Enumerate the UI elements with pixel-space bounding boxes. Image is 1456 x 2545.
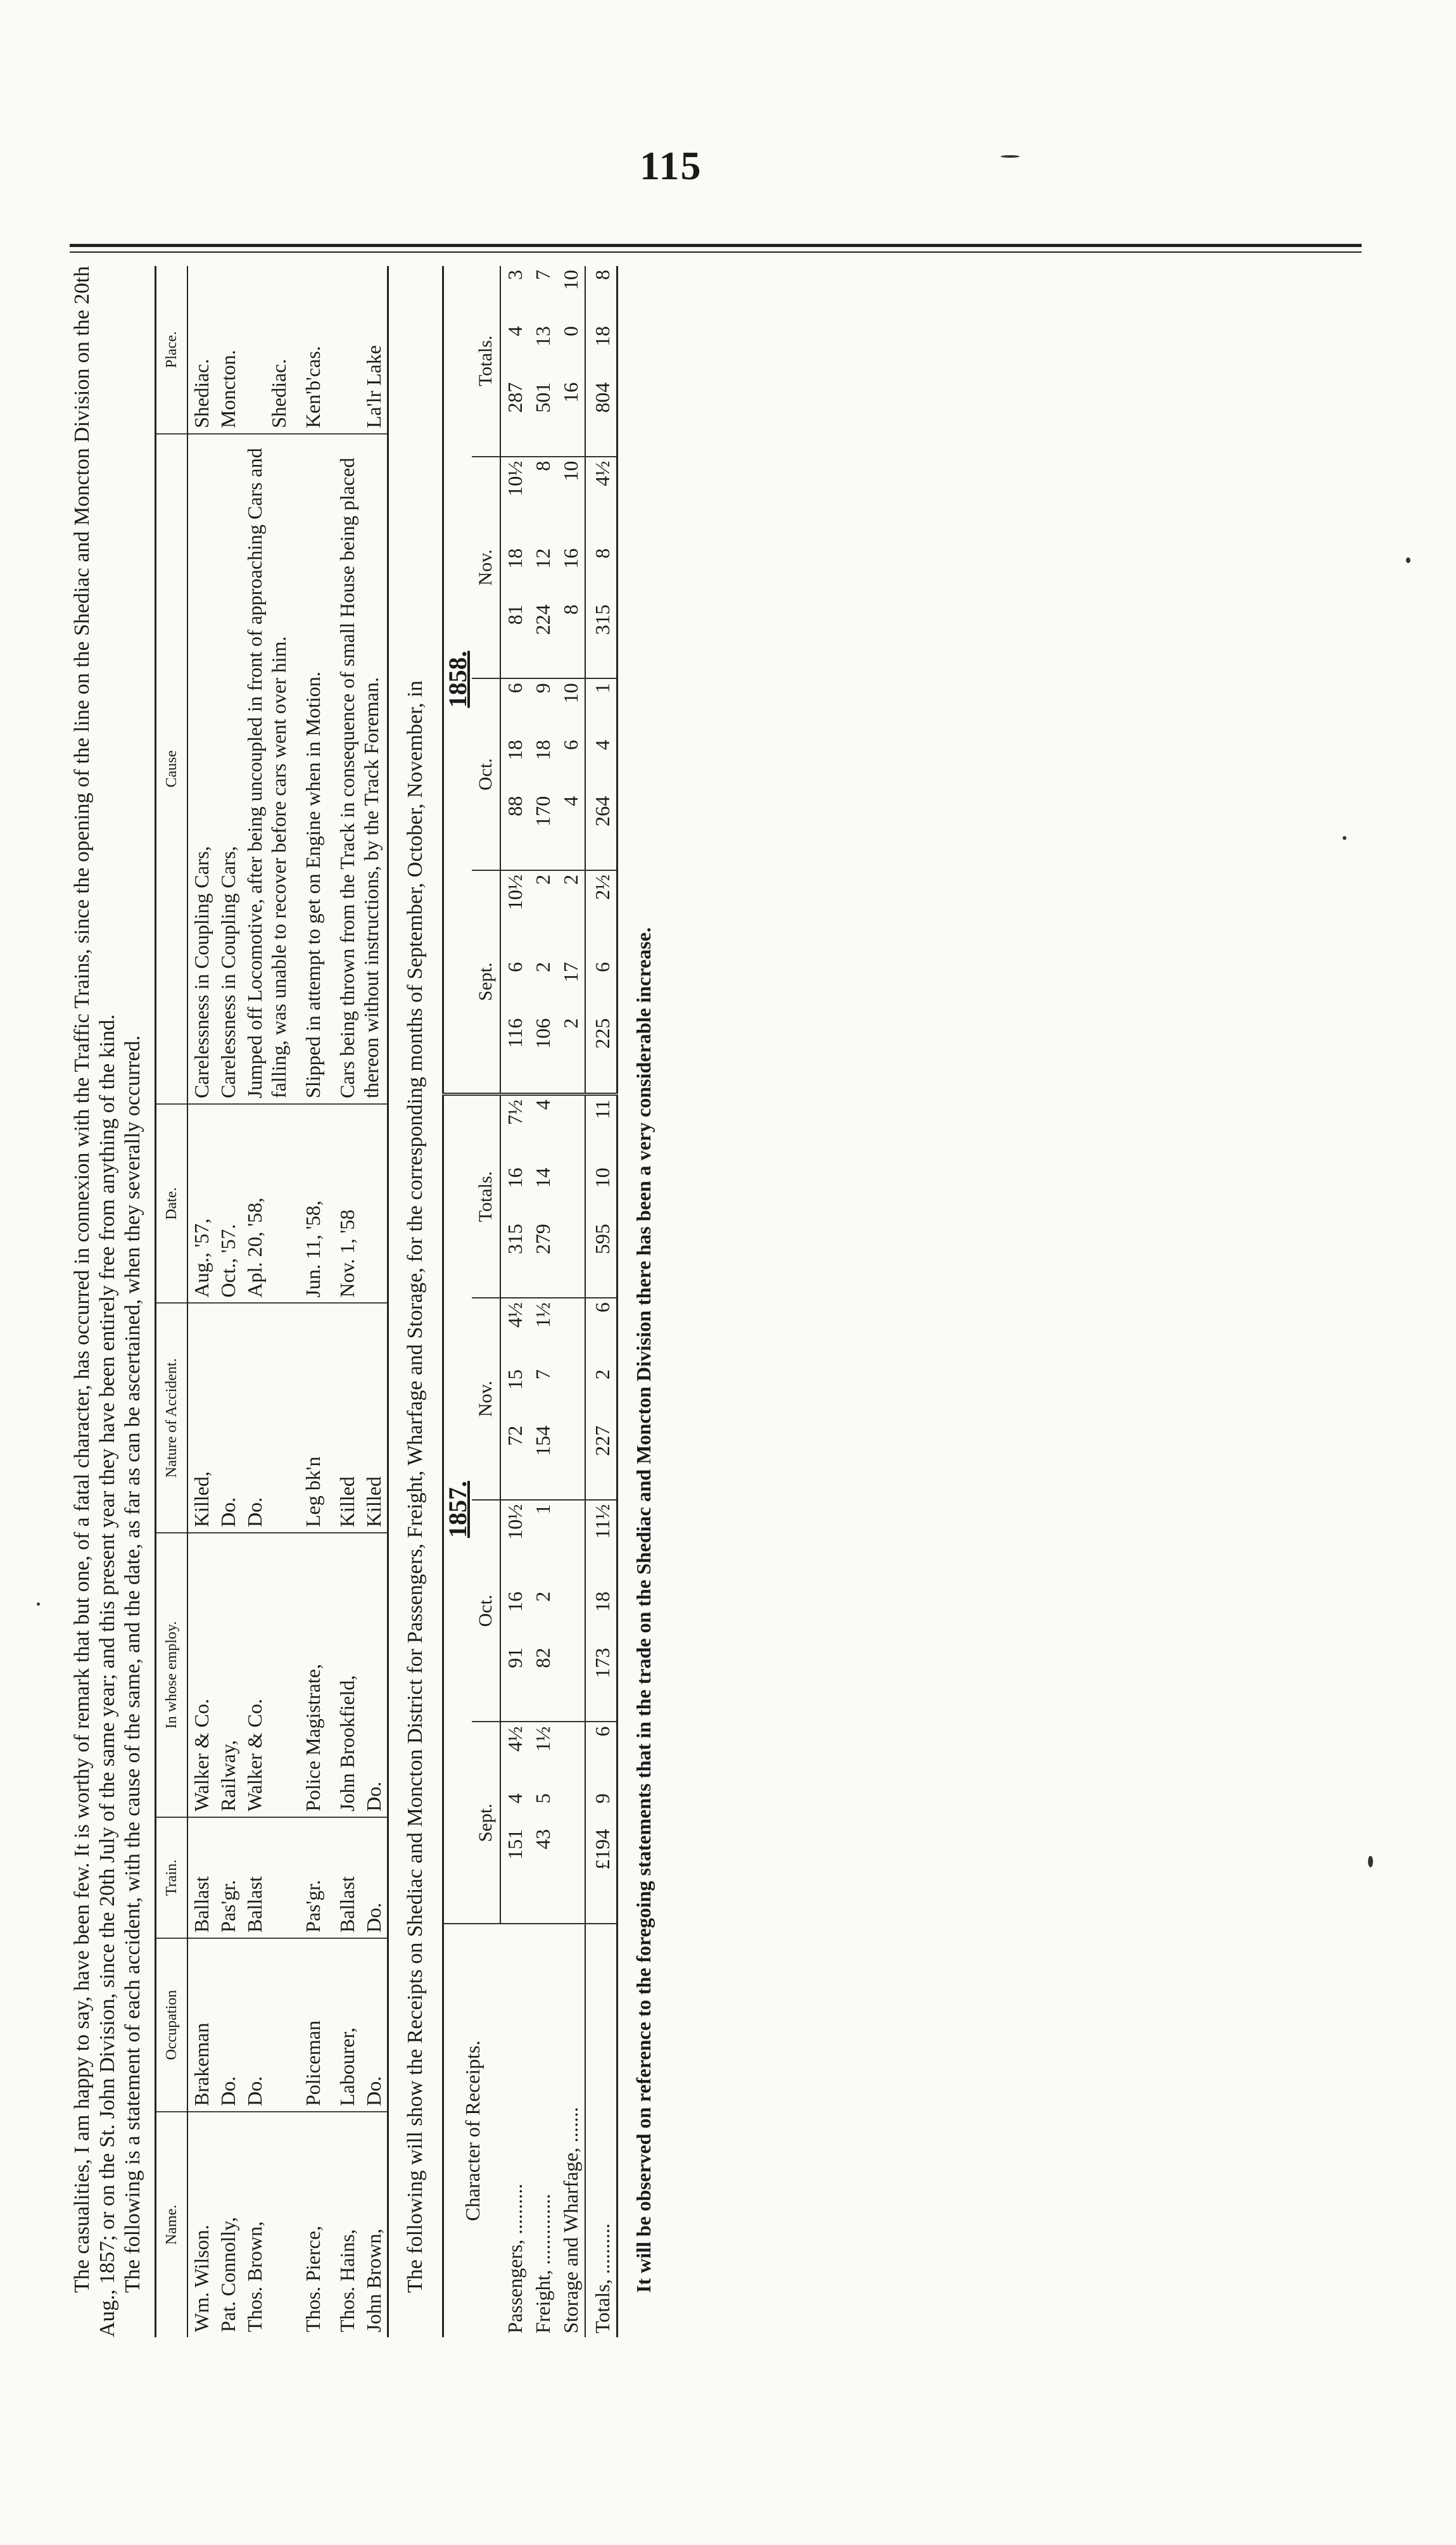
cell-place: Ken'b'cas. — [292, 266, 326, 434]
cell-amount: 6 — [585, 958, 617, 1015]
cell-amount: 9 — [531, 683, 554, 694]
table-row — [326, 266, 360, 2337]
intro-paragraph: The casualities, I am happy to say, have been few. It is worthy of remark that but one, of a fatal character, has occurred in connexion with the Traffic Trains, since the opening of the line on the Shediac and Moncton Division on the 20th Aug., 1857; or on the St. John Division, since the 20th July of the same year; and this present year they have been entirely free from anything of the kind. — [70, 266, 119, 2337]
cell-place: Shediac. — [187, 266, 215, 434]
cell-amount: 4 — [531, 1100, 554, 1110]
table-row — [585, 266, 617, 2337]
cell-amount — [557, 1588, 585, 1644]
cell-amount: 2 — [531, 1591, 554, 1602]
cell-amount: 4 — [585, 736, 617, 792]
cell-train: Ballast — [241, 1817, 292, 1938]
cell-amount: 10½ — [503, 1504, 526, 1540]
table-row — [241, 266, 292, 2337]
cell-amount: 501 — [529, 379, 557, 457]
cell-amount: 1 — [531, 1504, 554, 1514]
month-header: Nov. — [472, 457, 500, 679]
cell-amount: 1½ — [531, 1302, 554, 1328]
statement-intro: The following is a statement of each accident, with the cause of the same, and the date, as far as can be ascertained, when they severally occurred. — [121, 1035, 144, 2293]
cell-amount: 4½ — [503, 1726, 526, 1752]
cell-amount — [557, 1220, 585, 1298]
row-label: Storage and Wharfage, ....... — [559, 2107, 582, 2333]
header-train: Train. — [156, 1817, 188, 1938]
cell-cause: Carelessness in Coupling Cars, — [187, 434, 215, 1104]
header-rule — [70, 244, 1362, 247]
table-row — [187, 266, 215, 2337]
cell-employ: Police Magistrate, — [292, 1533, 326, 1817]
cell-amount: 227 — [585, 1422, 617, 1500]
closing-paragraph: It will be observed on reference to the foregoing statements that in the trade on the Shediac and Moncton Division there has been a very considerable increase. — [632, 927, 655, 2293]
ink-speck — [1368, 1856, 1373, 1867]
cell-cause: Slipped in attempt to get on Engine when in Motion. — [292, 434, 326, 1104]
cell-amount: 16 — [559, 548, 582, 569]
cell-amount: 16 — [557, 379, 585, 457]
month-header: Totals. — [472, 266, 500, 457]
cell-amount: 225 — [585, 1015, 617, 1095]
cell-amount: 7 — [531, 1369, 554, 1380]
header-employ: In whose employ. — [156, 1533, 188, 1817]
cell-occupation: Policeman — [292, 1938, 326, 2112]
accidents-header-row — [156, 266, 188, 2337]
cell-amount: 11 — [585, 1095, 617, 1164]
cell-amount — [557, 1164, 585, 1220]
year-1858: 1858. — [443, 266, 472, 1095]
month-header: Oct. — [472, 1500, 500, 1722]
cell-amount: 17 — [559, 962, 582, 982]
receipts-intro: The following will show the Receipts on Shediac and Moncton District for Passengers, Freight, Wharfage and Storage, for the corresponding months of September, October, November, in — [403, 680, 427, 2293]
cell-amount: 72 — [500, 1422, 529, 1500]
cell-amount: 13 — [531, 326, 554, 346]
cell-amount: 0 — [559, 326, 582, 336]
cell-place: La'lr Lake — [326, 266, 388, 434]
cell-amount: 16 — [503, 1591, 526, 1612]
cell-amount: 804 — [585, 379, 617, 457]
cell-amount — [557, 1644, 585, 1722]
cell-amount: 3 — [503, 270, 526, 280]
cell-amount: 7 — [531, 270, 554, 280]
cell-amount: 2 — [559, 874, 582, 885]
cell-amount: 16 — [503, 1167, 526, 1188]
cell-amount: 224 — [529, 600, 557, 678]
cell-amount — [557, 1789, 585, 1825]
cell-amount — [557, 1825, 585, 1924]
table-row — [557, 266, 585, 2337]
cell-nature: Leg bk'n — [292, 1303, 326, 1533]
cell-nature: Do. — [215, 1303, 241, 1533]
header-name: Name. — [156, 2112, 188, 2337]
cell-amount: 8 — [585, 266, 617, 322]
cell-amount: 264 — [585, 792, 617, 870]
cell-amount — [557, 1366, 585, 1422]
cell-amount: 18 — [531, 740, 554, 761]
cell-amount — [557, 1298, 585, 1366]
cell-amount: 6 — [559, 740, 582, 751]
page-number: 115 — [640, 143, 702, 188]
cell-amount: 8 — [557, 600, 585, 678]
cell-amount: 6 — [503, 962, 526, 972]
cell-amount: 9 — [585, 1789, 617, 1825]
cell-amount: 10 — [559, 270, 582, 290]
ink-speck — [1001, 155, 1020, 158]
month-header: Sept. — [472, 870, 500, 1095]
cell-employ: Walker & Co. — [187, 1533, 215, 1817]
cell-amount: 170 — [529, 792, 557, 870]
cell-amount: 7½ — [503, 1100, 526, 1126]
cell-train: Pas'gr. — [215, 1817, 241, 1938]
month-header: Oct. — [472, 678, 500, 870]
cell-employ: Walker & Co. — [241, 1533, 292, 1817]
cell-amount: 2 — [585, 1366, 617, 1422]
cell-nature: Do. — [241, 1303, 292, 1533]
cell-amount: 151 — [500, 1825, 529, 1924]
cell-cause: Carelessness in Coupling Cars, — [215, 434, 241, 1104]
cell-amount — [557, 1095, 585, 1164]
cell-date: Nov. 1, '58 — [326, 1104, 360, 1304]
cell-date: Oct., '57. — [215, 1104, 241, 1304]
cell-amount: 6 — [585, 1722, 617, 1789]
cell-occupation: Brakeman — [187, 1938, 215, 2112]
cell-name: Thos. Hains, — [336, 2229, 358, 2332]
cell-amount: 5 — [531, 1793, 554, 1804]
cell-amount: 106 — [529, 1015, 557, 1095]
cell-name: John Brown, — [362, 2228, 385, 2332]
cell-amount: 287 — [500, 379, 529, 457]
year-1857: 1857. — [443, 1095, 472, 1924]
cell-amount — [557, 1422, 585, 1500]
receipts-table — [442, 266, 618, 2337]
cell-occupation: Do. — [241, 1938, 292, 2112]
cell-amount: 2 — [557, 1015, 585, 1095]
header-rule-thin — [70, 251, 1362, 253]
cell-place: Moncton. — [215, 266, 241, 434]
cell-name: Pat. Connolly, — [217, 2217, 239, 2332]
cell-amount: 18 — [503, 548, 526, 569]
cell-amount — [557, 1500, 585, 1588]
cell-amount: 154 — [529, 1422, 557, 1500]
cell-date — [360, 1104, 388, 1304]
cell-amount: 279 — [529, 1220, 557, 1298]
cell-amount: 14 — [531, 1167, 554, 1188]
cell-employ: Do. — [360, 1533, 388, 1817]
cell-occupation: Do. — [215, 1938, 241, 2112]
header-place: Place. — [156, 266, 188, 434]
cell-amount: 91 — [500, 1644, 529, 1722]
cell-name: Thos. Pierce, — [301, 2226, 324, 2332]
cell-amount: 173 — [585, 1644, 617, 1722]
cell-amount: 6 — [585, 1298, 617, 1366]
cell-employ: John Brookfield, — [326, 1533, 360, 1817]
cell-amount: £194 — [585, 1825, 617, 1924]
accidents-table — [155, 266, 389, 2337]
cell-employ: Railway, — [215, 1533, 241, 1817]
cell-amount: 8 — [585, 545, 617, 601]
cell-amount: 2 — [531, 962, 554, 972]
cell-place: Shediac. — [241, 266, 292, 434]
cell-name: Thos. Brown, — [243, 2221, 266, 2332]
cell-amount: 1 — [585, 678, 617, 736]
cell-amount: 82 — [529, 1644, 557, 1722]
cell-train: Pas'gr. — [292, 1817, 326, 1938]
cell-amount: 18 — [585, 1588, 617, 1644]
rotated-content — [70, 266, 1362, 2337]
cell-date: Aug., '57, — [187, 1104, 215, 1304]
cell-amount: 10 — [559, 683, 582, 704]
ink-speck — [1406, 557, 1410, 563]
cell-amount — [557, 1722, 585, 1789]
cell-occupation: Labourer, — [326, 1938, 360, 2112]
cell-train: Ballast — [187, 1817, 215, 1938]
header-date: Date. — [156, 1104, 188, 1304]
header-occupation: Occupation — [156, 1938, 188, 2112]
header-cause: Cause — [156, 434, 188, 1104]
cell-amount: 18 — [503, 740, 526, 761]
cell-amount: 88 — [500, 792, 529, 870]
cell-amount: 10 — [585, 1164, 617, 1220]
cell-amount: 15 — [503, 1369, 526, 1390]
row-label: Totals, .......... — [585, 1924, 617, 2337]
cell-nature: Killed, — [187, 1303, 215, 1533]
cell-amount: 43 — [529, 1825, 557, 1924]
cell-amount: 4 — [557, 792, 585, 870]
cell-amount: 18 — [585, 322, 617, 379]
cell-amount: 315 — [500, 1220, 529, 1298]
table-row — [215, 266, 241, 2337]
cell-train: Ballast — [326, 1817, 360, 1938]
cell-cause: Cars being thrown from the Track in consequence of small House being placed thereon without instructions, by the Track Foreman. — [326, 434, 388, 1104]
header-nature: Nature of Accident. — [156, 1303, 188, 1533]
table-row — [292, 266, 326, 2337]
header-character: Character of Receipts. — [460, 2040, 484, 2221]
row-label: Freight, .............. — [531, 2193, 554, 2333]
cell-amount: 315 — [585, 600, 617, 678]
cell-amount: 116 — [500, 1015, 529, 1095]
cell-train: Do. — [360, 1817, 388, 1938]
cell-amount: 10 — [559, 460, 582, 481]
row-label: Passengers, .......... — [503, 2183, 526, 2333]
table-row — [529, 266, 557, 2337]
month-header: Totals. — [472, 1095, 500, 1298]
cell-nature: Killed — [360, 1303, 388, 1533]
cell-amount: 4½ — [503, 1302, 526, 1328]
cell-amount: 595 — [585, 1220, 617, 1298]
cell-occupation: Do. — [360, 1938, 388, 2112]
cell-amount: 11½ — [585, 1500, 617, 1588]
table-row — [500, 266, 529, 2337]
cell-amount: 10½ — [503, 460, 526, 497]
cell-cause: Jumped off Locomotive, after being uncoupled in front of approaching Cars and falling, was unable to recover before cars went over him. — [241, 434, 292, 1104]
ink-speck — [37, 1603, 40, 1606]
cell-date: Jun. 11, '58, — [292, 1104, 326, 1304]
cell-amount: 12 — [531, 548, 554, 569]
month-header: Sept. — [472, 1722, 500, 1924]
cell-amount: 2 — [531, 874, 554, 885]
cell-amount: 10½ — [503, 874, 526, 910]
cell-amount: 4 — [503, 1793, 526, 1804]
cell-amount: 6 — [503, 683, 526, 694]
cell-amount: 4 — [503, 326, 526, 336]
cell-nature: Killed — [326, 1303, 360, 1533]
cell-amount: 81 — [500, 600, 529, 678]
cell-amount: 1½ — [531, 1726, 554, 1752]
cell-amount: 8 — [531, 460, 554, 471]
month-header: Nov. — [472, 1298, 500, 1500]
cell-amount: 4½ — [585, 457, 617, 545]
cell-date: Apl. 20, '58, — [241, 1104, 292, 1304]
cell-amount: 2½ — [585, 870, 617, 958]
cell-name: Wm. Wilson. — [190, 2224, 213, 2332]
